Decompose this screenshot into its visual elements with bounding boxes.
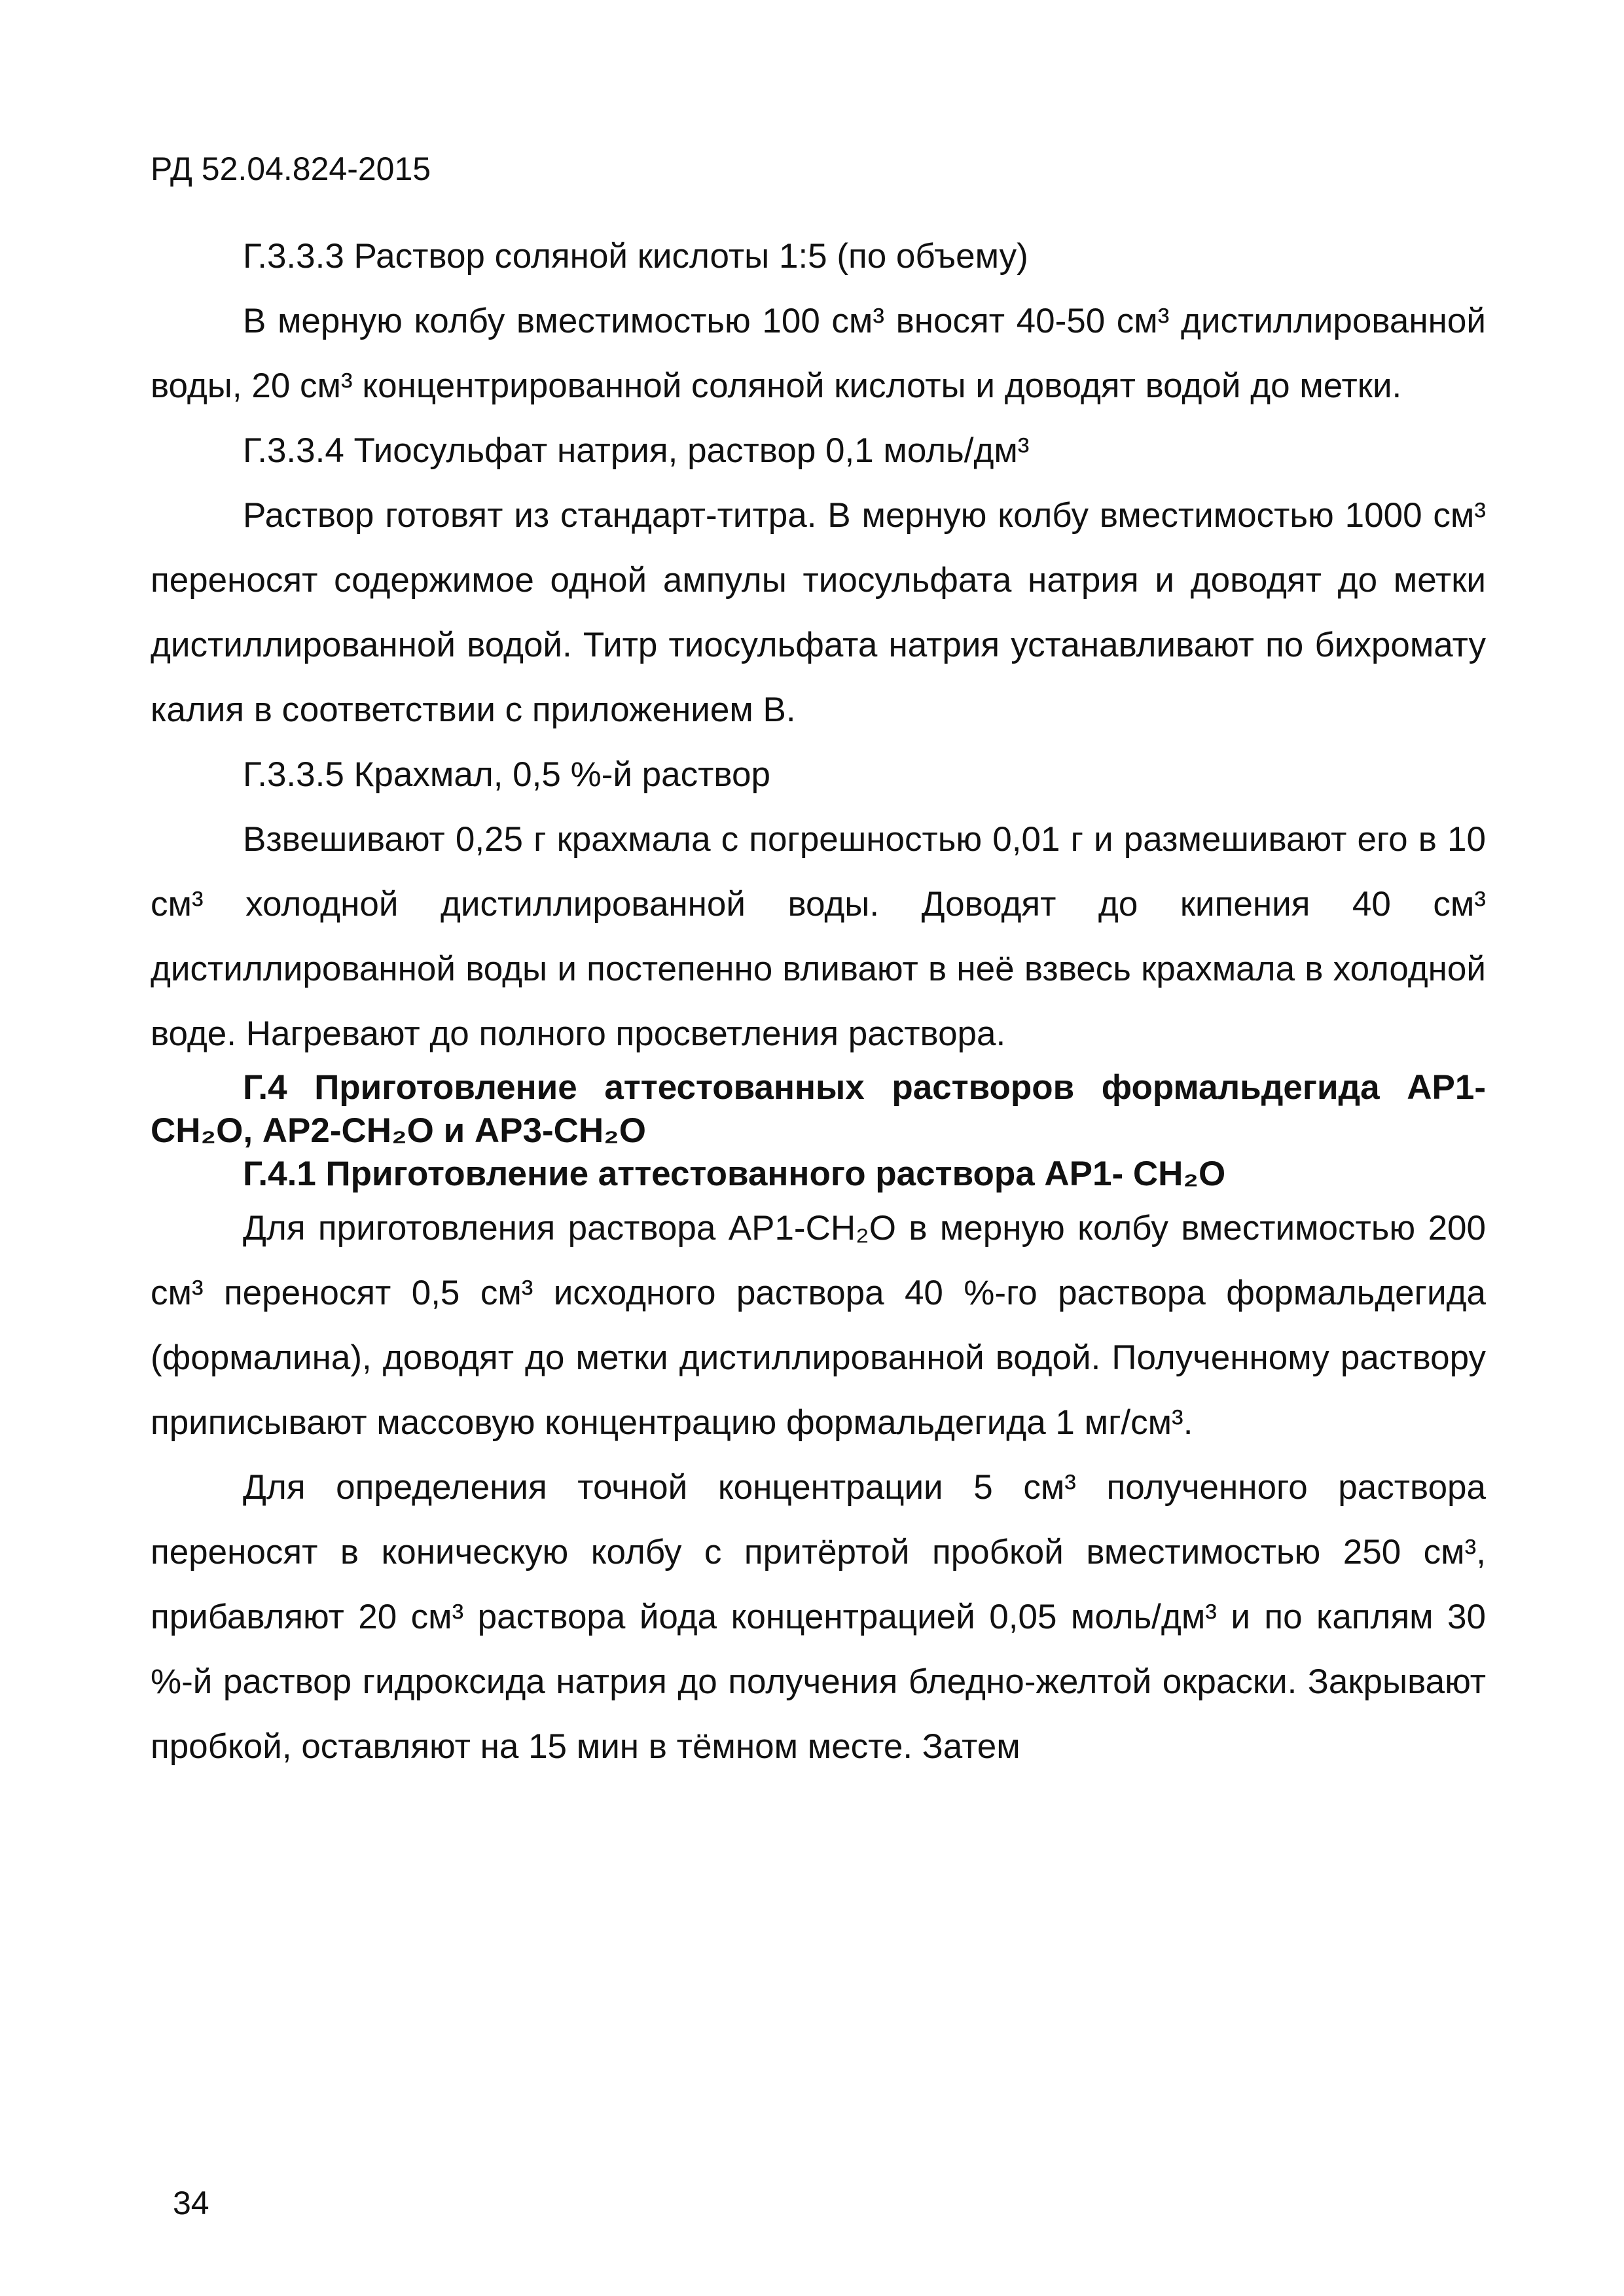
section-g333-title: Г.3.3.3 Раствор соляной кислоты 1:5 (по объему) [243,237,1028,276]
heading-g41: Г.4.1 Приготовление аттестованного раствора АР1- CH₂O [243,1155,1226,1193]
section-g334-title: Г.3.3.4 Тиосульфат натрия, раствор 0,1 моль/дм³ [243,431,1030,470]
section-g333-text: В мерную колбу вместимостью 100 см³ вносят 40-50 см³ дистиллированной воды, 20 см³ концентрированной соляной кислоты и доводят водой до метки. [151,302,1486,405]
page-body [151,224,1486,1779]
section-g334-text: Раствор готовят из стандарт-титра. В мерную колбу вместимостью 1000 см³ переносят содержимое одной ампулы тиосульфата натрия и доводят до метки дистиллированной водой. Титр тиосульфата натрия устанавливают по бихромату калия в соответствии с приложением В. [151,496,1486,729]
heading-g4: Г.4 Приготовление аттестованных растворов формальдегида АР1-CH₂O, АР2-CH₂O и АР3-CH₂O [151,1068,1486,1150]
g41-paragraph-1: Для приготовления раствора АР1-CH₂O в мерную колбу вместимостью 200 см³ переносят 0,5 см³ исходного раствора 40 %-го раствора формальдегида (формалина), доводят до метки дистиллированной водой. Полученному раствору приписывают массовую концентрацию формальдегида 1 мг/см³. [151,1209,1486,1442]
section-g335-text: Взвешивают 0,25 г крахмала с погрешностью 0,01 г и размешивают его в 10 см³ холодной дистиллированной воды. Доводят до кипения 40 см³ дистиллированной воды и постепенно вливают в неё взвесь крахмала в холодной воде. Нагревают до полного просветления раствора. [151,820,1486,1053]
page-number: 34 [173,2185,209,2221]
section-g335-title: Г.3.3.5 Крахмал, 0,5 %-й раствор [243,755,770,794]
document-code-header: РД 52.04.824-2015 [151,151,431,187]
g41-paragraph-2: Для определения точной концентрации 5 см³ полученного раствора переносят в коническую колбу с притёртой пробкой вместимостью 250 см³, прибавляют 20 см³ раствора йода концентрацией 0,05 моль/дм³ и по каплям 30 %-й раствор гидроксида натрия до получения бледно-желтой окраски. Закрывают пробкой, оставляют на 15 мин в тёмном месте. Затем [151,1468,1486,1766]
